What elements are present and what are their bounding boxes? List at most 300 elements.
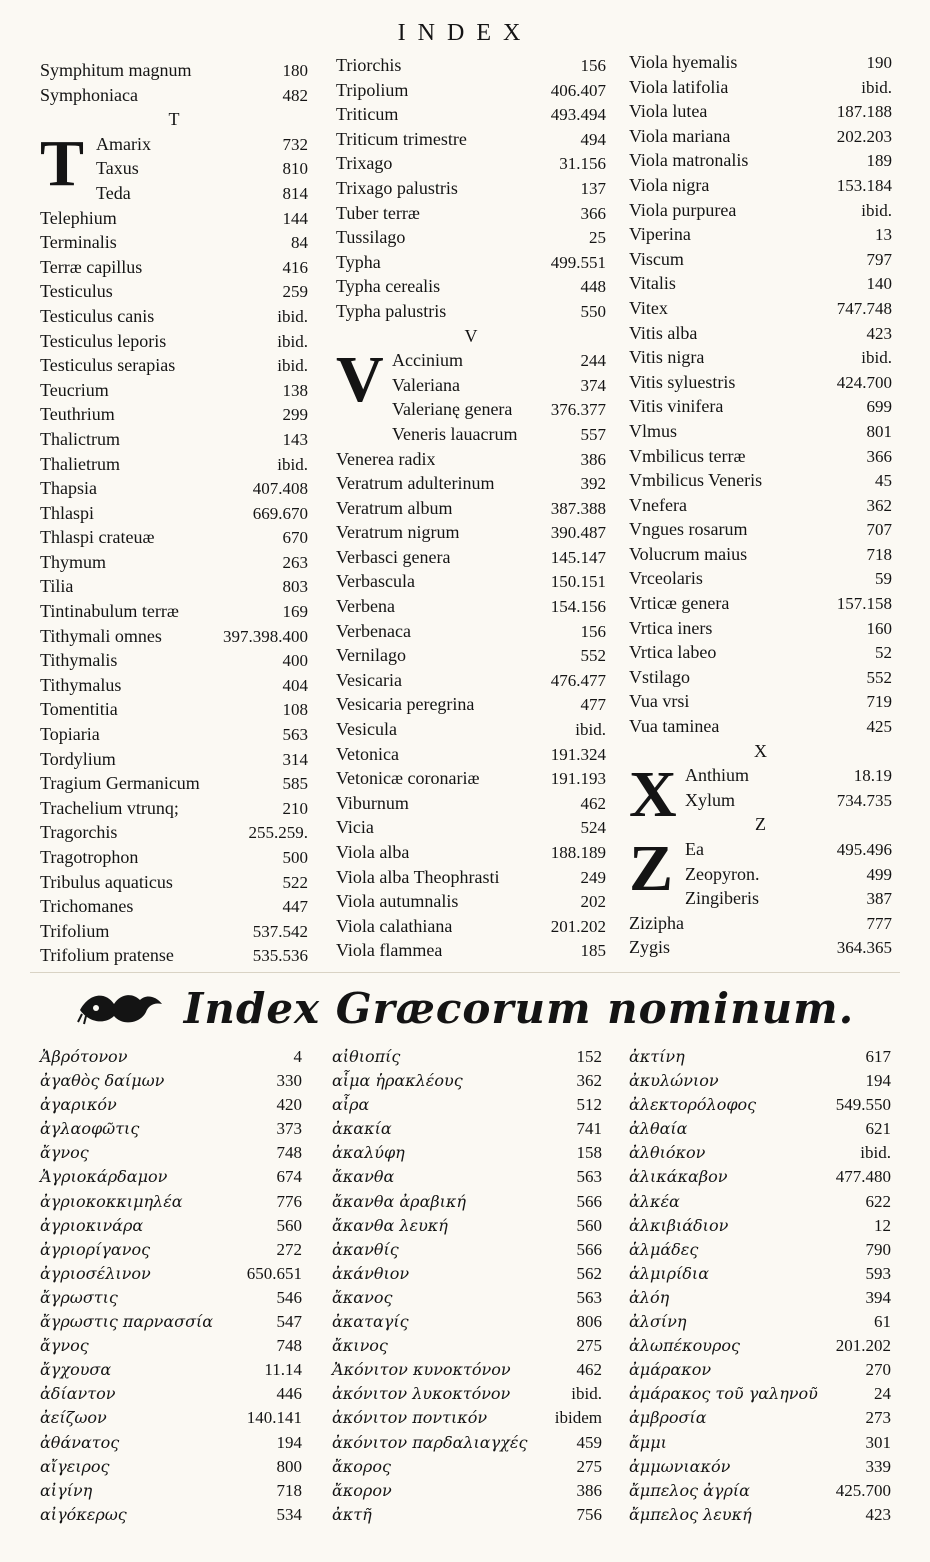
entry-term: Teucrium (40, 379, 109, 400)
entry-page: 448 (580, 277, 606, 297)
entry-page: 386 (580, 449, 606, 469)
entry-term: Tuber terræ (336, 202, 420, 223)
entry-term: Viola flammea (336, 940, 443, 961)
index-entry (629, 935, 892, 960)
entry-term: Taxus (96, 158, 139, 179)
entry-term: Tilia (40, 576, 74, 597)
entry-page: 499 (866, 864, 892, 884)
entry-page: ibid. (277, 454, 308, 474)
index-entry (40, 353, 308, 378)
greek-index-title: Index Græcorum nominum. (183, 983, 855, 1033)
entry-page: 719 (866, 692, 892, 712)
entry-term: Tomentitia (40, 699, 118, 720)
entry-term: ἀμβροσία (629, 1408, 707, 1428)
entry-page: 275 (576, 1456, 602, 1476)
entry-page: 549.550 (835, 1095, 891, 1115)
greek-index-entry (40, 1190, 302, 1214)
entry-term: Zygis (629, 937, 671, 958)
entry-group (40, 206, 308, 968)
greek-index-header (0, 978, 930, 1038)
index-entry (336, 717, 606, 742)
divider (30, 972, 900, 973)
entry-term: ἄγρωστις (40, 1287, 118, 1307)
entry-page: 494 (580, 129, 606, 149)
entry-page: 275 (576, 1336, 602, 1356)
index-entry (40, 845, 308, 870)
entry-term: Verbenaca (336, 620, 411, 641)
dropcap-initial: X (629, 758, 677, 832)
entry-page: 190 (866, 53, 892, 72)
entry-term: Viperina (629, 224, 691, 245)
index-entry (40, 476, 308, 501)
entry-page: 446 (276, 1384, 302, 1404)
entry-term: Verbascula (336, 571, 415, 592)
index-entry (336, 643, 606, 668)
index-entry (629, 99, 892, 124)
index-entry (336, 742, 606, 767)
entry-term: Zizipha (629, 912, 684, 933)
index-entry (40, 378, 308, 403)
entry-term: ἀγριορίγανος (40, 1239, 151, 1259)
entry-term: ἀκόνιτον παρδαλιαγχές (332, 1432, 528, 1452)
greek-index-entry (629, 1190, 891, 1214)
index-entry (40, 943, 308, 968)
greek-index-entry (40, 1045, 302, 1069)
greek-index-entry (332, 1190, 602, 1214)
entry-term: Vrtica labeo (629, 642, 717, 663)
entry-page: 140 (866, 274, 892, 294)
entry-term: ἀγλαοφῶτις (40, 1119, 140, 1139)
index-entry (40, 550, 308, 575)
index-entry (40, 206, 308, 231)
entry-page: 797 (866, 249, 892, 269)
index-entry (40, 574, 308, 599)
entry-page: 330 (276, 1071, 302, 1091)
entry-page: 756 (576, 1504, 602, 1524)
entry-page: 650.651 (246, 1263, 302, 1283)
entry-page: 810 (282, 159, 308, 179)
entry-page: 272 (276, 1239, 302, 1259)
index-entry (40, 58, 308, 83)
entry-term: Viola purpurea (629, 199, 737, 220)
entry-term: ἄκορον (332, 1480, 392, 1500)
greek-column-3 (629, 1045, 891, 1527)
entry-term: Vicia (336, 817, 374, 838)
index-entry (40, 304, 308, 329)
entry-term: Typha palustris (336, 300, 447, 321)
greek-index-entry (332, 1238, 602, 1262)
entry-page: 423 (866, 323, 892, 343)
entry-page: 374 (580, 375, 606, 395)
greek-index-entry (332, 1358, 602, 1382)
entry-term: Testiculus leporis (40, 330, 167, 351)
greek-index-entry (332, 1431, 602, 1455)
greek-index-entry (629, 1262, 891, 1286)
entry-page: 263 (282, 552, 308, 572)
entry-page: 210 (282, 798, 308, 818)
index-entry (629, 591, 892, 616)
index-entry (40, 525, 308, 550)
entry-page: 314 (282, 749, 308, 769)
index-entry (40, 402, 308, 427)
entry-term: Terminalis (40, 232, 117, 253)
entry-page: 153.184 (836, 175, 892, 195)
entry-page: 137 (580, 178, 606, 198)
entry-page: 84 (291, 233, 308, 253)
entry-term: Viola autumnalis (336, 891, 459, 912)
index-entry (336, 151, 606, 176)
index-entry (40, 648, 308, 673)
entry-term: ἀγριοσέλινον (40, 1263, 151, 1283)
index-entry (629, 714, 892, 739)
greek-index-entry (629, 1141, 891, 1165)
entry-page: 273 (865, 1408, 891, 1428)
entry-page: 777 (866, 913, 892, 933)
entry-page: 4 (293, 1047, 302, 1066)
entry-page: 152 (576, 1047, 602, 1066)
entry-term: Veratrum album (336, 497, 453, 518)
index-entry (336, 102, 606, 127)
index-entry (629, 665, 892, 690)
entry-page: 194 (276, 1432, 302, 1452)
entry-term: Vua taminea (629, 716, 720, 737)
entry-page: 362 (866, 495, 892, 515)
index-entry (40, 796, 308, 821)
entry-term: Vnefera (629, 494, 687, 515)
latin-column-1 (40, 58, 308, 968)
entry-term: ἀμάρακος τοῦ γαληνοῦ (629, 1384, 818, 1404)
index-entry (40, 255, 308, 280)
entry-term: Vesicaria peregrina (336, 694, 475, 715)
entry-term: ἀκανθίς (332, 1239, 399, 1259)
entry-page: 187.188 (836, 102, 892, 122)
entry-term: ἁλμάδες (629, 1239, 699, 1259)
entry-page: 188.189 (550, 843, 606, 862)
entry-term: ἀκόνιτον ποντικόν (332, 1408, 488, 1428)
entry-page: ibid. (277, 331, 308, 351)
entry-term: Valeriana (392, 374, 460, 395)
greek-index-entry (40, 1479, 302, 1503)
entry-page: 534 (276, 1504, 302, 1524)
entry-term: Accinium (392, 350, 463, 371)
entry-page: 459 (576, 1432, 602, 1452)
dropcap-entry-group (40, 126, 308, 206)
entry-term: Vrtica iners (629, 617, 713, 638)
entry-term: ἄκανος (332, 1287, 393, 1307)
entry-page: 425 (866, 717, 892, 737)
index-entry (40, 870, 308, 895)
entry-page: 776 (276, 1191, 302, 1211)
entry-page: 803 (282, 577, 308, 597)
index-entry (336, 201, 606, 226)
dropcap-initial: V (336, 343, 384, 417)
entry-page: 259 (282, 282, 308, 302)
entry-group (40, 58, 308, 107)
entry-term: Vlmus (629, 420, 678, 441)
entry-term: Triticum trimestre (336, 128, 467, 149)
greek-index-entry (40, 1286, 302, 1310)
index-entry (629, 148, 892, 173)
entry-page: 718 (276, 1480, 302, 1500)
dropcap-initial: Z (629, 832, 674, 905)
index-entry (336, 447, 606, 472)
entry-page: ibid. (277, 306, 308, 326)
entry-page: 547 (276, 1312, 302, 1332)
entry-page: 416 (282, 257, 308, 277)
entry-page: 617 (865, 1047, 891, 1066)
index-entry (336, 127, 606, 152)
entry-term: Viola hyemalis (629, 52, 738, 72)
entry-page: 476.477 (550, 670, 606, 690)
entry-term: ἀγριοκοκκιμηλέα (40, 1191, 183, 1211)
entry-page: 420 (276, 1095, 302, 1115)
index-entry (40, 747, 308, 772)
greek-index-entry (629, 1069, 891, 1093)
entry-page: 366 (580, 203, 606, 223)
entry-page: 373 (276, 1119, 302, 1139)
entry-term: Vesicula (336, 719, 397, 740)
entry-term: ἀθάνατος (40, 1432, 120, 1452)
index-entry (629, 566, 892, 591)
entry-page: 718 (866, 544, 892, 564)
entry-page: 339 (865, 1456, 891, 1476)
section-letter: X (754, 740, 767, 761)
entry-page: ibidem (554, 1408, 602, 1428)
greek-index-entry (629, 1382, 891, 1406)
entry-page: 563 (576, 1167, 602, 1187)
entry-page: 202 (580, 892, 606, 912)
greek-index-entry (629, 1455, 891, 1479)
greek-index-entry (40, 1238, 302, 1262)
entry-term: ἀλθιόκον (629, 1143, 706, 1163)
entry-term: ἀκτίνη (629, 1047, 685, 1066)
entry-term: ἀκαλύφη (332, 1143, 405, 1163)
entry-page: 394 (865, 1287, 891, 1307)
entry-page: 477.480 (835, 1167, 891, 1187)
entry-page: 13 (875, 225, 892, 245)
greek-index-entry (629, 1431, 891, 1455)
entry-term: ἀλεκτορόλοφος (629, 1095, 757, 1115)
entry-term: Vitex (629, 297, 668, 318)
greek-index-entry (332, 1334, 602, 1358)
entry-group (336, 447, 606, 963)
entry-page: 45 (875, 471, 892, 491)
entry-term: Volucrum maius (629, 543, 748, 564)
entry-term: αἴγειρος (40, 1456, 110, 1476)
entry-term: Viburnum (336, 792, 409, 813)
entry-page: 387 (866, 889, 892, 909)
entry-page: 18.19 (853, 766, 892, 786)
entry-term: Vmbilicus Veneris (629, 470, 763, 491)
entry-page: 801 (866, 421, 892, 441)
entry-term: Typha (336, 251, 381, 272)
greek-index-entry (332, 1286, 602, 1310)
entry-term: ἀλσίνη (629, 1312, 687, 1332)
entry-page: 202.203 (836, 126, 892, 146)
entry-page: ibid. (861, 77, 892, 97)
index-entry (629, 444, 892, 469)
entry-term: Viola mariana (629, 125, 731, 146)
entry-page: 180 (282, 61, 308, 80)
index-entry (629, 689, 892, 714)
index-entry (336, 225, 606, 250)
greek-index-entry (40, 1214, 302, 1238)
entry-page: 593 (865, 1263, 891, 1283)
entry-page: 160 (866, 618, 892, 638)
entry-term: Terræ capillus (40, 256, 143, 277)
entry-term: ἄγχουσα (40, 1360, 112, 1380)
fleuron-ornament-icon (76, 984, 166, 1032)
entry-term: Ἀβρότονον (40, 1047, 128, 1066)
index-entry (629, 271, 892, 296)
entry-term: Typha cerealis (336, 276, 441, 297)
entry-term: Tordylium (40, 748, 116, 769)
entry-term: ἀκακία (332, 1119, 392, 1139)
entry-term: ἀλκέα (629, 1191, 680, 1211)
greek-index-entry (332, 1117, 602, 1141)
index-entry (629, 616, 892, 641)
entry-term: Tragium Germanicum (40, 773, 200, 794)
greek-column-2 (332, 1045, 602, 1527)
entry-page: 482 (282, 85, 308, 105)
greek-index-entry (629, 1045, 891, 1069)
entry-term: Zeopyron. (685, 863, 760, 884)
index-entry (40, 501, 308, 526)
entry-page: 423 (865, 1504, 891, 1524)
entry-page: 156 (580, 621, 606, 641)
greek-index-entry (629, 1406, 891, 1430)
entry-term: Thlaspi crateuæ (40, 527, 155, 548)
entry-page: 800 (276, 1456, 302, 1476)
entry-page: 406.407 (550, 80, 606, 100)
entry-page: 140.141 (246, 1408, 302, 1428)
entry-term: Tragorchis (40, 822, 118, 843)
greek-index-entry (332, 1310, 602, 1334)
index-entry (629, 542, 892, 567)
greek-index-entry (629, 1334, 891, 1358)
entry-page: 493.494 (550, 105, 606, 125)
index-entry (336, 840, 606, 865)
entry-term: Vngues rosarum (629, 519, 748, 540)
index-entry (40, 919, 308, 944)
index-entry (336, 889, 606, 914)
entry-term: ἀγριοκινάρα (40, 1215, 144, 1235)
entry-term: Testiculus (40, 281, 113, 302)
entry-term: Amarix (96, 133, 151, 154)
entry-term: Trifolium (40, 920, 110, 941)
entry-page: ibid. (861, 200, 892, 220)
greek-index-entry (332, 1141, 602, 1165)
index-entry (336, 176, 606, 201)
entry-page: ibid. (571, 1384, 602, 1404)
index-entry (629, 419, 892, 444)
entry-page: 400 (282, 651, 308, 671)
index-entry (336, 619, 606, 644)
entry-term: Veratrum nigrum (336, 522, 460, 543)
entry-term: Viscum (629, 248, 684, 269)
entry-page: 585 (282, 774, 308, 794)
entry-page: 495.496 (836, 840, 892, 859)
greek-index-entry (40, 1431, 302, 1455)
index-entry (629, 640, 892, 665)
dropcap-entry-group (629, 758, 892, 832)
entry-term: ἀκάνθιον (332, 1263, 410, 1283)
entry-term: αἷμα ἡρακλέους (332, 1071, 463, 1091)
entry-page: 270 (865, 1360, 891, 1380)
entry-term: Telephium (40, 207, 117, 228)
greek-index-entry (332, 1045, 602, 1069)
entry-page: 447 (282, 897, 308, 917)
index-entry (40, 279, 308, 304)
greek-index-entry (629, 1358, 891, 1382)
entry-term: αἶρα (332, 1095, 370, 1115)
entry-term: Thalietrum (40, 453, 120, 474)
entry-term: Trixago (336, 153, 393, 174)
entry-term: Testiculus canis (40, 305, 155, 326)
entry-group (629, 911, 892, 960)
entry-term: Vitis alba (629, 322, 698, 343)
entry-page: 462 (580, 793, 606, 813)
entry-page: 674 (276, 1167, 302, 1187)
index-entry (336, 594, 606, 619)
index-entry (336, 496, 606, 521)
entry-page: 535.536 (252, 946, 308, 966)
entry-term: Viola calathiana (336, 915, 453, 936)
entry-page: 25 (589, 228, 606, 248)
entry-term: Viola matronalis (629, 150, 749, 171)
entry-term: ἄμμι (629, 1432, 667, 1452)
greek-index-entry (40, 1455, 302, 1479)
entry-page: 512 (576, 1095, 602, 1115)
index-entry (629, 321, 892, 346)
entry-page: 143 (282, 429, 308, 449)
entry-term: ἀμάρακον (629, 1360, 712, 1380)
greek-index-entry (332, 1503, 602, 1527)
entry-term: Veneris lauacrum (392, 423, 518, 444)
entry-term: ἀλωπέκουρος (629, 1336, 740, 1356)
entry-page: 201.202 (835, 1336, 891, 1356)
entry-page: 552 (580, 646, 606, 666)
index-entry (336, 791, 606, 816)
index-entry (336, 865, 606, 890)
entry-term: Vitis syluestris (629, 371, 736, 392)
entry-page: 301 (865, 1432, 891, 1452)
entry-page: 376.377 (550, 400, 606, 420)
entry-page: 537.542 (252, 921, 308, 941)
latin-column-2 (336, 53, 606, 963)
entry-term: Triticum (336, 104, 399, 125)
entry-term: ἀκτῆ (332, 1504, 372, 1524)
entry-term: ἄκινος (332, 1336, 388, 1356)
index-entry (336, 53, 606, 78)
entry-term: Vua vrsi (629, 691, 690, 712)
index-entry (336, 766, 606, 791)
greek-index-entry (40, 1406, 302, 1430)
entry-group (336, 53, 606, 324)
entry-term: Ea (685, 839, 704, 859)
entry-term: αἰθιοπίς (332, 1047, 401, 1066)
entry-term: Ἀγριοκάρδαμον (40, 1167, 168, 1187)
entry-page: 157.158 (836, 594, 892, 614)
index-entry (629, 198, 892, 223)
entry-term: Vetonica (336, 743, 399, 764)
entry-page: 244 (580, 351, 606, 371)
index-entry (336, 274, 606, 299)
greek-index-entry (332, 1406, 602, 1430)
index-entry (629, 50, 892, 75)
entry-page: 734.735 (836, 790, 892, 810)
entry-term: Tribulus aquaticus (40, 871, 173, 892)
